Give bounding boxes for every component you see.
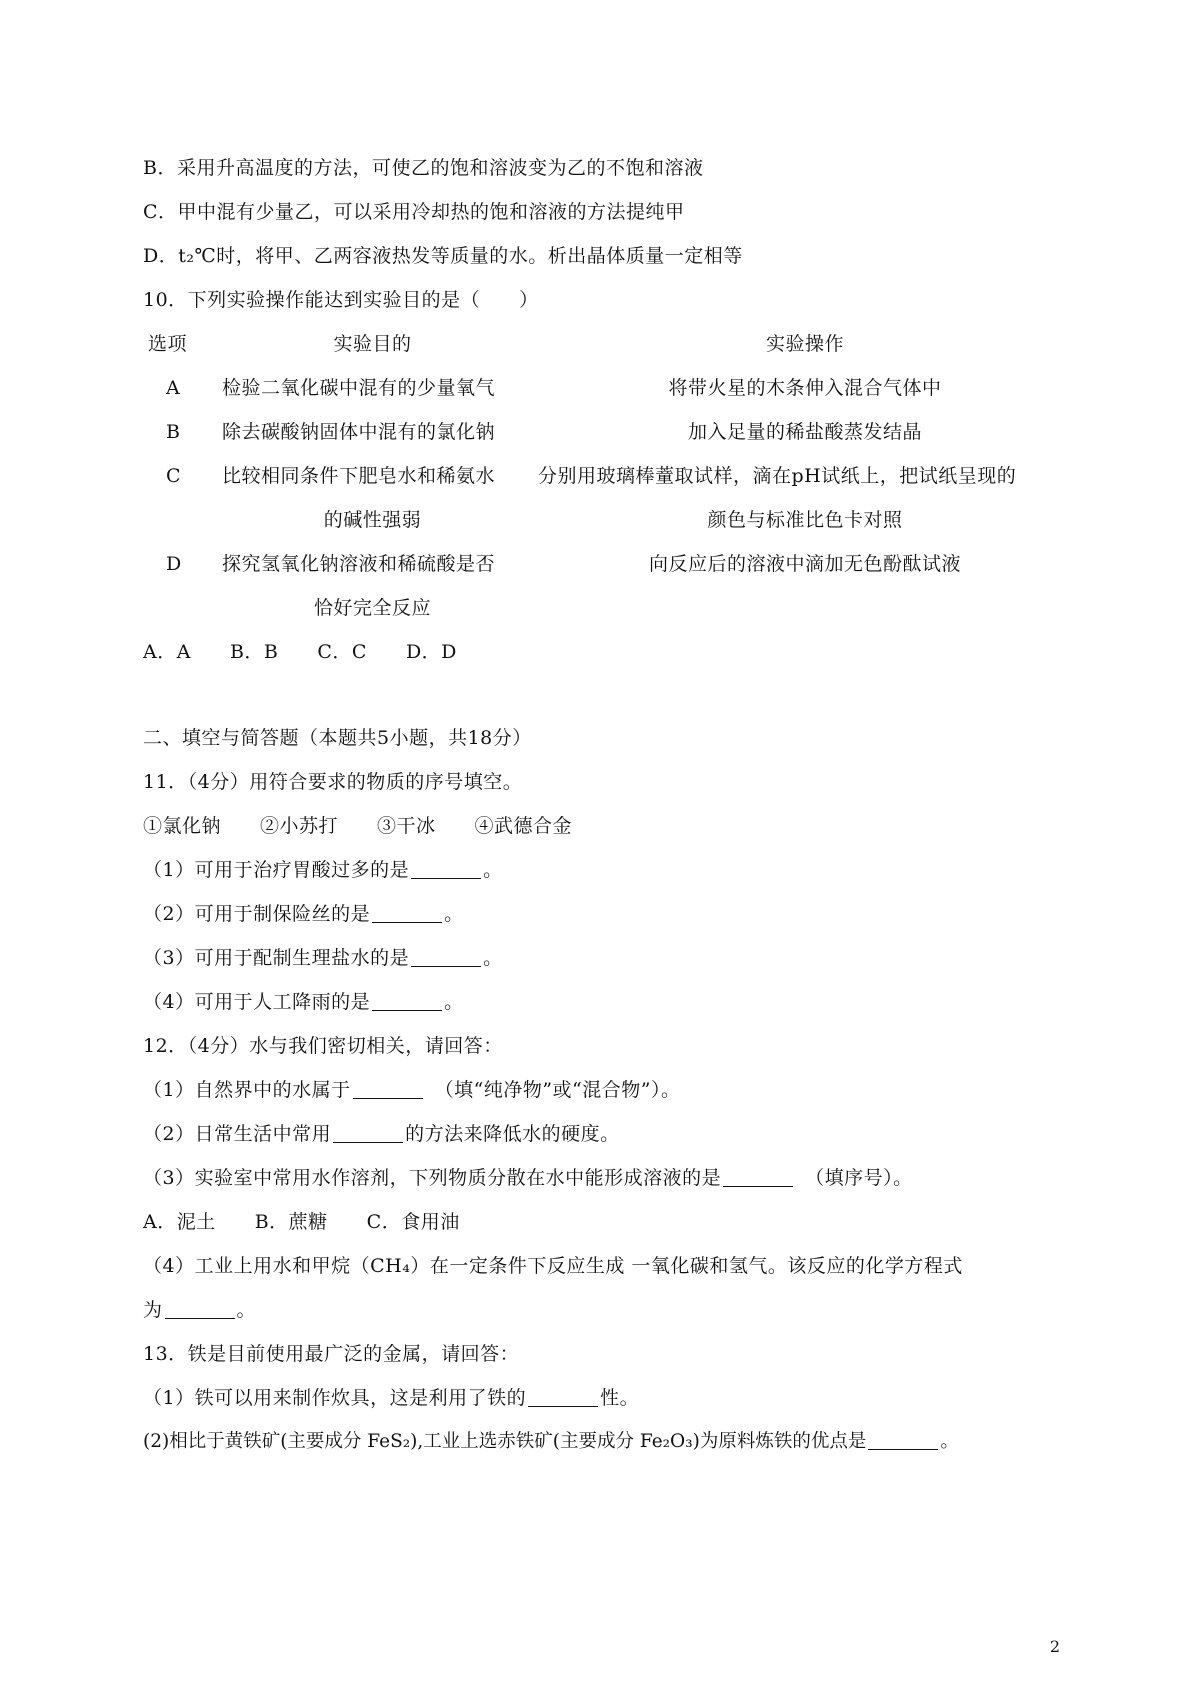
q10-stem: 10．下列实验操作能达到实验目的是（ ）: [143, 289, 539, 311]
table-row-a-option: A: [166, 377, 181, 399]
q13-sub2: (2)相比于黄铁矿(主要成分 FeS₂),工业上选赤铁矿(主要成分 Fe₂O₃)为原料炼铁的优点是 。: [143, 1431, 959, 1452]
q9-option-c: C．甲中混有少量乙，可以采用冷却热的饱和溶液的方法提纯甲: [143, 201, 685, 223]
q11-sub4: （4）可用于人工降雨的是 。: [143, 991, 464, 1013]
answer-blank[interactable]: [372, 990, 442, 1011]
answer-blank[interactable]: [411, 858, 481, 879]
answer-blank[interactable]: [372, 902, 442, 923]
q12-sub2: （2）日常生活中常用 的方法来降低水的硬度。: [143, 1123, 620, 1145]
table-row-c-purpose: 比较相同条件下肥皂水和稀氨水: [222, 465, 496, 487]
table-header-option: 选项: [148, 333, 188, 355]
table-header-purpose: 实验目的: [333, 333, 412, 355]
q12-sub4-cont: 为 。: [143, 1299, 257, 1321]
q11-sub2: （2）可用于制保险丝的是 。: [143, 903, 464, 925]
table-header-operation: 实验操作: [765, 333, 844, 355]
table-row-d-operation: 向反应后的溶液中滴加无色酚酞试液: [648, 553, 961, 575]
q12-sub1: （1）自然界中的水属于 （填“纯净物”或“混合物”）。: [143, 1079, 681, 1101]
table-row-d-purpose-cont: 恰好完全反应: [313, 597, 431, 619]
answer-blank[interactable]: [528, 1386, 598, 1407]
section-heading: 二、填空与简答题（本题共5小题，共18分）: [143, 727, 532, 749]
table-row-b-purpose: 除去碳酸钠固体中混有的氯化钠: [222, 421, 496, 443]
table-row-c-purpose-cont: 的碱性强弱: [323, 509, 422, 531]
q9-option-d: D．t₂℃时，将甲、乙两容液热发等质量的水。析出晶体质量一定相等: [143, 245, 743, 267]
table-row-a-operation: 将带火星的木条伸入混合气体中: [668, 377, 942, 399]
table-row-c-operation-cont: 颜色与标准比色卡对照: [707, 509, 903, 531]
answer-blank[interactable]: [868, 1429, 938, 1450]
q9-option-b: B．采用升高温度的方法，可使乙的饱和溶波变为乙的不饱和溶液: [143, 157, 704, 179]
table-row-a-purpose: 检验二氧化碳中混有的少量氧气: [222, 377, 496, 399]
answer-blank[interactable]: [411, 946, 481, 967]
answer-blank[interactable]: [165, 1298, 235, 1319]
table-row-d-option: D: [166, 553, 182, 575]
q12-sub3: （3）实验室中常用水作溶剂，下列物质分散在水中能形成溶液的是 （填序号）。: [143, 1167, 913, 1189]
answer-blank[interactable]: [353, 1078, 423, 1099]
q10-choices: A．A B．B C．C D．D: [143, 641, 457, 663]
answer-blank[interactable]: [333, 1122, 403, 1143]
table-row-d-purpose: 探究氢氧化钠溶液和稀硫酸是否: [222, 553, 496, 575]
table-row-c-option: C: [166, 465, 182, 487]
q11-sub3: （3）可用于配制生理盐水的是 。: [143, 947, 503, 969]
q12-stem: 12．（4分）水与我们密切相关，请回答：: [143, 1035, 503, 1057]
table-row-c-operation: 分别用玻璃棒蕫取试样，滴在pH试纸上，把试纸呈现的: [538, 465, 1017, 487]
q13-stem: 13．铁是目前使用最广泛的金属，请回答：: [143, 1343, 520, 1365]
table-row-b-operation: 加入足量的稀盐酸蒸发结晶: [687, 421, 922, 443]
q11-sub1: （1）可用于治疗胃酸过多的是 。: [143, 859, 503, 881]
q12-sub4: （4）工业上用水和甲烷（CH₄）在一定条件下反应生成 一氧化碳和氢气。该反应的化学方程式: [143, 1255, 963, 1277]
q12-choices: A．泥土 B．蔗糖 C．食用油: [143, 1211, 460, 1233]
q11-stem: 11．（4分）用符合要求的物质的序号填空。: [143, 771, 523, 793]
answer-blank[interactable]: [723, 1166, 793, 1187]
q13-sub1: （1）铁可以用来制作炊具，这是利用了铁的 性。: [143, 1387, 640, 1409]
q11-options: ①氯化钠 ②小苏打 ③干冰 ④武德合金: [143, 815, 573, 837]
table-row-b-option: B: [166, 421, 181, 443]
page-number: 2: [1049, 1637, 1060, 1656]
